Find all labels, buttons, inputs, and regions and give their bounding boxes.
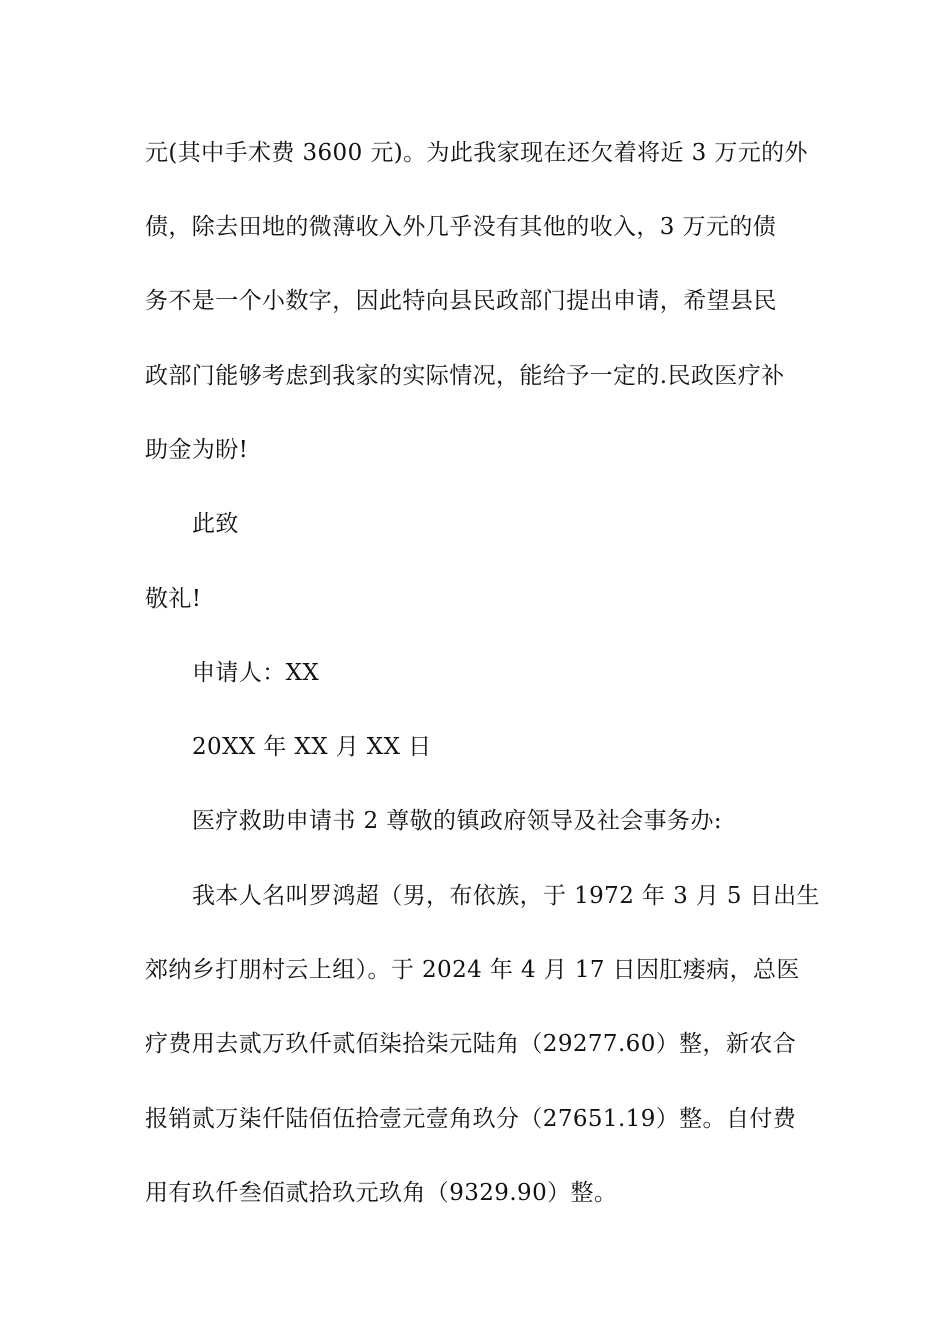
second-letter-line-4: 报销贰万柒仟陆佰伍拾壹元壹角玖分（27651.19）整。自付费 — [145, 1106, 797, 1132]
second-letter-heading: 医疗救助申请书 2 尊敬的镇政府领导及社会事务办: — [192, 808, 723, 834]
second-letter-line-1: 我本人名叫罗鸿超（男，布依族，于 1972 年 3 月 5 日出生 — [192, 883, 820, 909]
second-letter-line-2: 郊纳乡打朋村云上组）。于 2024 年 4 月 17 日因肛瘘病，总医 — [145, 957, 800, 983]
paragraph-line-2: 债，除去田地的微薄收入外几乎没有其他的收入，3 万元的债 — [145, 214, 777, 240]
application-date: 20XX 年 XX 月 XX 日 — [192, 734, 432, 760]
paragraph-line-3: 务不是一个小数字，因此特向县民政部门提出申请，希望县民 — [145, 288, 777, 314]
paragraph-line-4: 政部门能够考虑到我家的实际情况，能给予一定的.民政医疗补 — [145, 363, 785, 389]
second-letter-line-5: 用有玖仟叁佰贰拾玖元玖角（9329.90）整。 — [145, 1180, 618, 1206]
applicant-name: 申请人：XX — [192, 660, 320, 686]
paragraph-line-5: 助金为盼! — [145, 437, 249, 463]
paragraph-line-1: 元(其中手术费 3600 元)。为此我家现在还欠着将近 3 万元的外 — [145, 140, 808, 166]
salutation: 敬礼! — [145, 586, 202, 612]
closing-greeting: 此致 — [192, 511, 239, 537]
second-letter-line-3: 疗费用去贰万玖仟贰佰柒拾柒元陆角（29277.60）整，新农合 — [145, 1031, 797, 1057]
